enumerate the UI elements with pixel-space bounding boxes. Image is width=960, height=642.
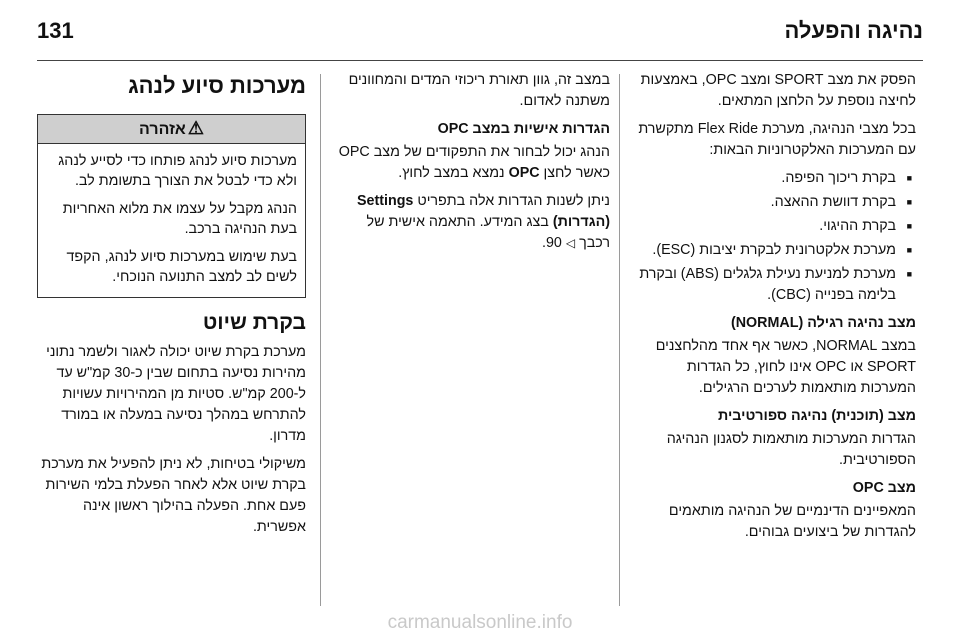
- paragraph-opc-button: הנהג יכול לבחור את התפקודים של מצב OPC כאשר לחצן OPC נמצא במצב לחוץ.: [338, 144, 610, 181]
- paragraph: המאפיינים הדינמיים של הנהיגה מותאמים להגדרות של ביצועים גבוהים.: [668, 503, 916, 540]
- warning-header: [38, 115, 305, 144]
- warning-body: [38, 144, 305, 297]
- subheading-opc: מצב OPC: [852, 480, 916, 496]
- header-rule: [37, 60, 923, 61]
- warning-box: [37, 114, 306, 298]
- warning-paragraph: בעת שימוש במערכות סיוע לנהג, הקפד לשים לב למצב התנועה הנוכחי.: [66, 249, 297, 285]
- opc-button-label: OPC: [508, 165, 540, 181]
- paragraph: במצב זה, גוון תאורת ריכוזי המדים והמחוונים משתנה לאדום.: [348, 72, 610, 109]
- middle-column: [332, 70, 610, 261]
- warning-triangle-icon: ⚠: [187, 118, 204, 138]
- column-divider-right: [619, 74, 620, 606]
- paragraph-settings-menu: ניתן לשנות הגדרות אלה בתפריט Settings (הגדרות) בצג המידע. התאמה אישית של רכבך ◁ 90.: [356, 193, 610, 251]
- bullet-list: [631, 168, 916, 306]
- page-number: 131: [37, 18, 74, 43]
- subheading-normal: מצב נהיגה רגילה (NORMAL): [730, 315, 916, 331]
- warning-label: אזהרה: [139, 121, 186, 138]
- paragraph: במצב NORMAL, כאשר אף אחד מהלחצנים SPORT או OPC אינו לחוץ, כל הגדרות המערכות מותאמות לערכים הרגילים.: [655, 338, 916, 396]
- paragraph: מערכת בקרת שיוט יכולה לאגור ולשמר נתוני מהירות נסיעה בתחום שבין כ-30 קמ"ש עד ל-200 קמ"ש. סטיות מן המהירויות עשויות להתרחש במהלך נסיעה במעלה או במורד מדרון.: [46, 344, 306, 444]
- subheading-opc-settings: הגדרות אישיות במצב OPC: [437, 121, 610, 137]
- right-column: [631, 70, 916, 550]
- list-item: ■ בקרת ריכוך הפיפה.: [631, 168, 916, 189]
- cruise-control-title: בקרת שיוט: [202, 311, 306, 334]
- list-item: ■ בקרת ההיגוי.: [631, 216, 916, 237]
- page-header: [37, 14, 923, 54]
- header-title: נהיגה והפעלה: [784, 18, 923, 43]
- warning-paragraph: הנהג מקבל על עצמו את מלוא האחריות בעת הנהיגה ברכב.: [62, 201, 297, 237]
- paragraph: משיקולי בטיחות, לא ניתן להפעיל את מערכת בקרת שיוט אלא לאחר הפעלת בלמי השירות פעם אחת. הפעלה בהילוך ראשון אינה אפשרית.: [41, 456, 306, 535]
- paragraph: הגדרות המערכות מותאמות לסגנון הנהיגה הספורטיבית.: [666, 431, 916, 468]
- section-title: מערכות סיוע לנהג: [128, 73, 306, 98]
- watermark: carmanualsonline.info: [387, 612, 573, 633]
- paragraph: הפסק את מצב SPORT ומצב OPC, באמצעות לחיצה נוספת על הלחצן המתאים.: [640, 72, 916, 109]
- page-reference-arrow-icon: ◁: [565, 236, 576, 250]
- page-reference: 90.: [542, 235, 566, 251]
- subheading-sport: מצב (תוכנית) נהיגה ספורטיבית: [718, 408, 916, 424]
- left-column: [37, 70, 306, 545]
- list-item: ■ מערכת למניעת נעילת גלגלים (ABS) ובקרת בלימה בפנייה (CBC).: [631, 264, 916, 306]
- settings-menu-label: Settings (הגדרות): [356, 193, 610, 230]
- list-item: ■ בקרת דוושת ההאצה.: [631, 192, 916, 213]
- paragraph: בכל מצבי הנהיגה, מערכת Flex Ride מתקשרת עם המערכות האלקטרוניות הבאות:: [638, 121, 916, 158]
- list-item: ■ מערכת אלקטרונית לבקרת יציבות (ESC).: [631, 240, 916, 261]
- warning-paragraph: מערכות סיוע לנהג פותחו כדי לסייע לנהג ולא כדי לבטל את הצורך בתשומת לב.: [58, 153, 297, 189]
- column-divider-left: [320, 74, 321, 606]
